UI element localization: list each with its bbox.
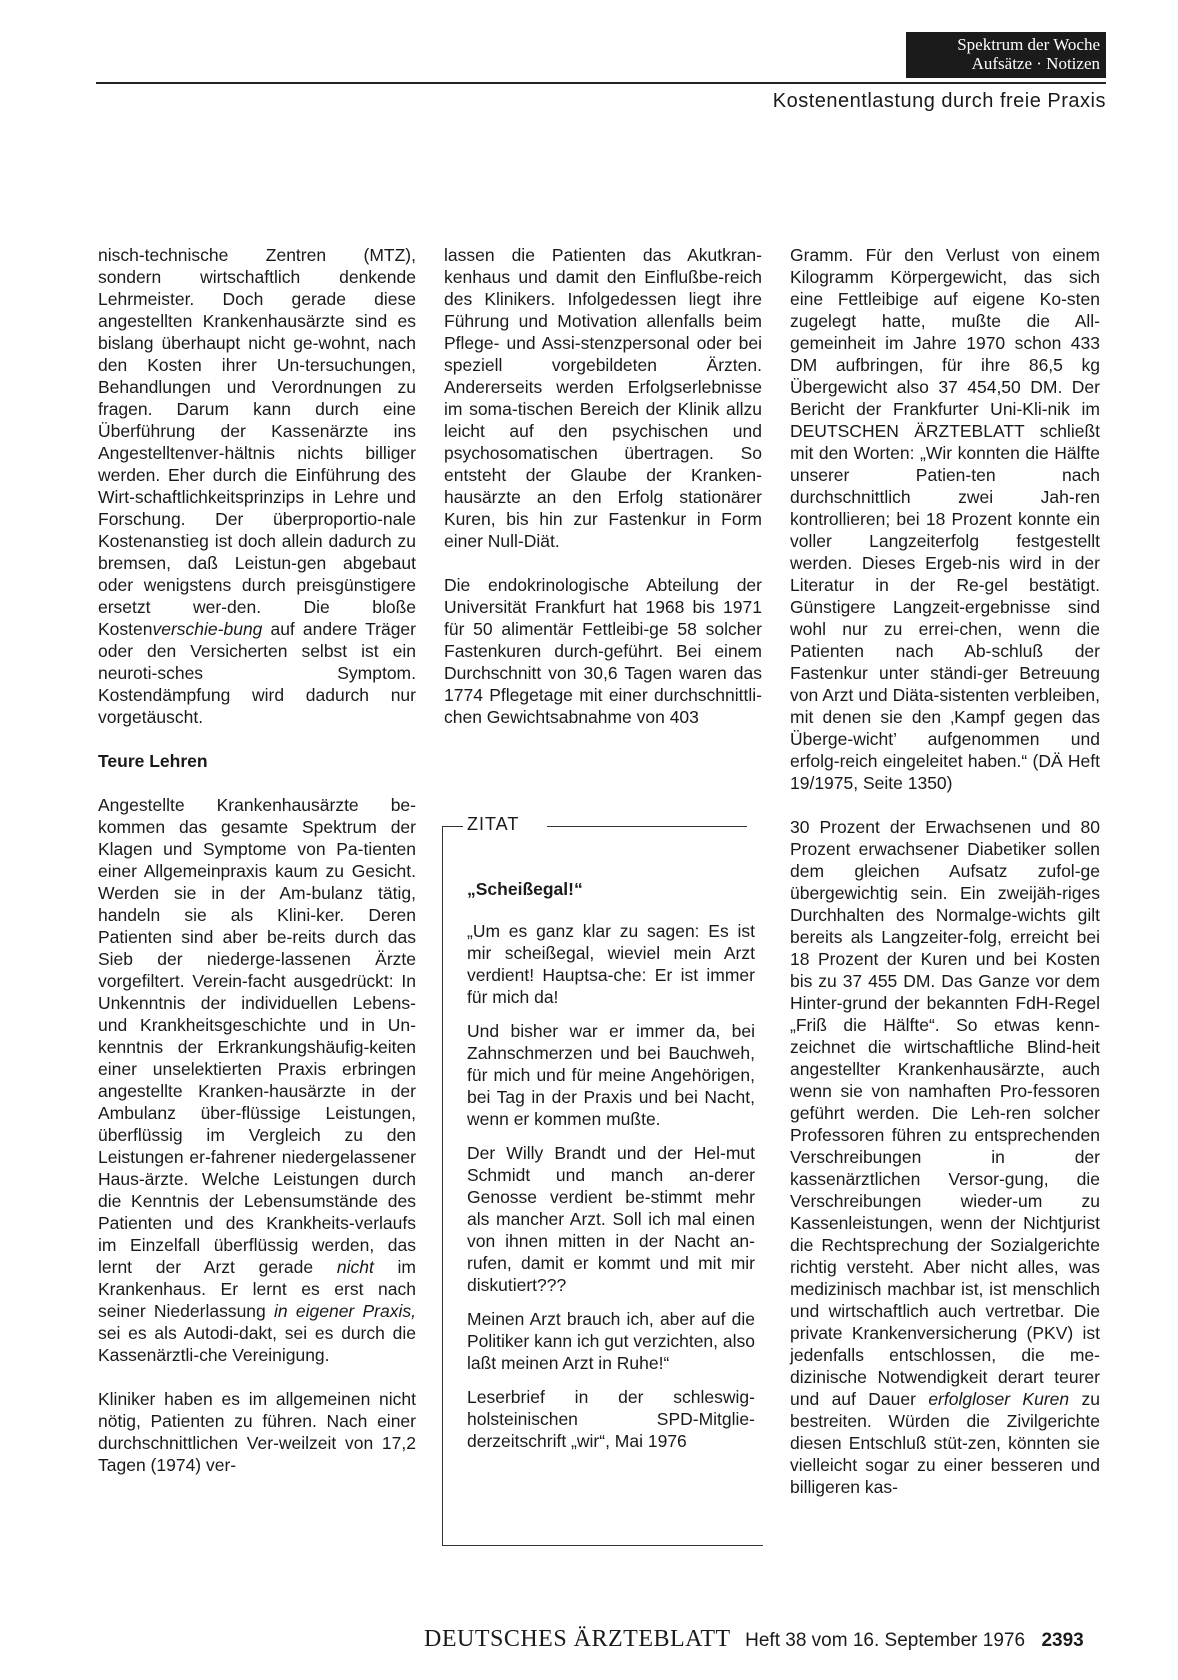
quote-paragraph-4: Meinen Arzt brauch ich, aber auf die Politiker kann ich gut verzichten, also laßt meinen Arzt in Ruhe!“ <box>467 1309 755 1373</box>
column-3-paragraph-1: Gramm. Für den Verlust von einem Kilogramm Körpergewicht, das sich eine Fettleibige auf eigene Ko-sten zugelegt hatte, mußte die All-gemeinheit im Jahre 1970 schon 433 DM aufbringen, für ihre 86,5 kg Übergewicht also 37 454,50 DM. Der Bericht der Frankfurter Uni-Kli-nik im DEUTSCHEN ÄRZTEBLATT schließt mit den Worten: „Wir konnten die Hälfte unserer Patien-ten nach durchschnittlich zwei Jah-ren kontrollieren; bei 18 Prozent konnte ein voller Langzeiterfolg festgestellt werden. Dieses Ergeb-nis wird in der Literatur in der Re-gel bestätigt. Günstigere Langzeit-ergebnisse sind wohl nur zu errei-chen, wenn die Patienten nach Ab-schluß der Fastenkur unter ständi-ger Betreuung von Arzt und Diäta-sistenten verbleiben, mit denen sie den ‚Kampf gegen das Überge-wicht’ aufgenommen und erfolg-reich eingeleitet haben.“ (DÄ Heft 19/1975, Seite 1350) <box>790 245 1100 793</box>
page-number: 2393 <box>1041 1630 1084 1651</box>
column-1-paragraph-3: Kliniker haben es im allgemeinen nicht nötig, Patienten zu führen. Nach einer durchschnittlichen Ver-weilzeit von 17,2 Tagen (1974) ver- <box>98 1389 416 1475</box>
header-rule <box>96 82 1106 84</box>
quote-box <box>442 814 763 1546</box>
quote-paragraph-2: Und bisher war er immer da, bei Zahnschmerzen und bei Bauchweh, für mich und für meine Angehörigen, bei Tag in der Praxis und bei Nacht, wenn er kommen mußte. <box>467 1021 755 1129</box>
quote-paragraph-3: Der Willy Brandt und der Hel-mut Schmidt und manch an-derer Genosse verdient be-stimmt mehr als mancher Arzt. Soll ich mal einen von ihnen mitten in der Nacht an-rufen, damit er kommt und mit mir diskutiert??? <box>467 1143 755 1295</box>
section-badge <box>906 32 1106 78</box>
quote-source: Leserbrief in der schleswig-holsteinischen SPD-Mitglie-derzeitschrift „wir“, Mai 1976 <box>467 1387 755 1451</box>
column-2-paragraph-1: lassen die Patienten das Akutkran-kenhaus und damit den Einflußbe-reich des Klinikers. Infolgedessen liegt ihre Führung und Motivation allenfalls beim Pflege- und Assi-stenzpersonal oder bei speziell vorgebildeten Ärzten. Andererseits werden Erfolgserlebnisse im soma-tischen Bereich der Klinik allzu leicht auf den psychischen und psychosomatischen übertragen. So entsteht der Glaube der Kranken-hausärzte an den Erfolg stationärer Kuren, bis hin zur Fastenkur in Form einer Null-Diät. <box>444 245 762 551</box>
quote-box-top-rule-right <box>547 826 747 827</box>
quote-paragraph-1: „Um es ganz klar zu sagen: Es ist mir scheißegal, wieviel mein Arzt verdient! Hauptsa-che: Er ist immer für mich da! <box>467 921 755 1007</box>
column-2-paragraph-2: Die endokrinologische Abteilung der Universität Frankfurt hat 1968 bis 1971 für 50 alimentär Fettleibi-ge 58 solcher Fastenkuren durch-geführt. Bei einem Durchschnitt von 30,6 Tagen waren das 1774 Pflegetage mit einer durchschnittli-chen Gewichtsabnahme von 403 <box>444 575 762 727</box>
quote-box-top-rule <box>443 826 463 827</box>
page-footer <box>424 1626 1084 1653</box>
column-3 <box>790 244 1100 1498</box>
quote-title: „Scheißegal!“ <box>467 879 583 899</box>
column-1-paragraph-1: nisch-technische Zentren (MTZ), sondern wirtschaftlich denkende Lehrmeister. Doch gerade diese angestellten Krankenhausärzte sind es bislang überhaupt nicht ge-wohnt, nach den Kosten ihrer Un-tersuchungen, Behandlungen und Verordnungen zu fragen. Darum kann durch eine Überführung der Kassenärzte ins Angestelltenver-hältnis nichts billiger werden. Eher durch die Einführung des Wirt-schaftlichkeitsprinzips in Lehre und Forschung. Der überproportio-nale Kostenanstieg ist doch allein dadurch zu bremsen, daß Leistun-gen abgebaut oder wenigstens durch preisgünstigere ersetzt wer-den. Die bloße Kostenverschie-bung auf andere Träger oder den Versicherten selbst ist ein neuroti-sches Symptom. Kostendämpfung wird dadurch nur vorgetäuscht. <box>98 245 416 727</box>
section-badge-line2: Aufsätze · Notizen <box>971 54 1100 73</box>
issue-info: Heft 38 vom 16. September 1976 <box>745 1630 1026 1651</box>
quote-body <box>467 878 755 1464</box>
column-3-paragraph-2: 30 Prozent der Erwachsenen und 80 Prozent erwachsener Diabetiker sollen dem gleichen Aufsatz zufol-ge übergewichtig sein. Ein zweijäh-riges Durchhalten des Normalge-wichts gilt bereits als Langzeiter-folg, erreicht bei 18 Prozent der Kuren und bei Kosten bis zu 37 455 DM. Das Ganze vor dem Hinter-grund der bekannten FdH-Regel „Friß die Hälfte“. So etwas kenn-zeichnet die wirtschaftliche Blind-heit angestellter Krankenhausärzte, auch wenn sie von namhaften Pro-fessoren geführt werden. Die Leh-ren solcher Professoren führen zu entsprechenden Verschreibungen in der kassenärztlichen Versor-gung, die Verschreibungen wieder-um zu Kassenleistungen, wenn der Nichtjurist die Rechtsprechung der Sozialgerichte richtig versteht. Aber nicht alles, was medizinisch machbar ist, ist menschlich und wirtschaftlich auch vertretbar. Die private Krankenversicherung (PKV) ist jedenfalls entschlossen, die me-dizinische Notwendigkeit derart teurer und auf Dauer erfolgloser Kuren zu bestreiten. Würden die Zivilgerichte diesen Entschluß stüt-zen, könnten sie vielleicht sogar zu einer besseren und billigeren kas- <box>790 817 1100 1497</box>
column-1 <box>98 244 416 1476</box>
subheading-teure-lehren: Teure Lehren <box>98 751 208 771</box>
section-badge-line1: Spektrum der Woche <box>957 35 1100 54</box>
quote-label: ZITAT <box>467 814 520 834</box>
page-title: Kostenentlastung durch freie Praxis <box>772 90 1106 112</box>
column-1-paragraph-2: Angestellte Krankenhausärzte be-kommen das gesamte Spektrum der Klagen und Symptome von Pa-tienten einer Allgemeinpraxis kaum zu Gesicht. Werden sie in der Am-bulanz tätig, handeln sie als Klini-ker. Deren Patienten sind aber be-reits durch das Sieb der niederge-lassenen Ärzte vorgefiltert. Verein-facht ausgedrückt: In Unkenntnis der individuellen Lebens- und Krankheitsgeschichte und in Un-kenntnis der Erkrankungshäufig-keiten einer unselektierten Praxis erbringen angestellte Kranken-hausärzte in der Ambulanz über-flüssige Leistungen, überflüssig im Vergleich zu den Leistungen er-fahrener niedergelassener Haus-ärzte. Welche Leistungen durch die Kenntnis der Lebensumstände des Patienten und des Krankheits-verlaufs im Einzelfall überflüssig werden, das lernt der Arzt gerade nicht im Krankenhaus. Er lernt es erst nach seiner Niederlassung in eigener Praxis, sei es als Autodi-dakt, sei es durch die Kassenärztli-che Vereinigung. <box>98 795 417 1365</box>
magazine-name: DEUTSCHES ÄRZTEBLATT <box>424 1626 731 1652</box>
column-2 <box>444 244 762 728</box>
